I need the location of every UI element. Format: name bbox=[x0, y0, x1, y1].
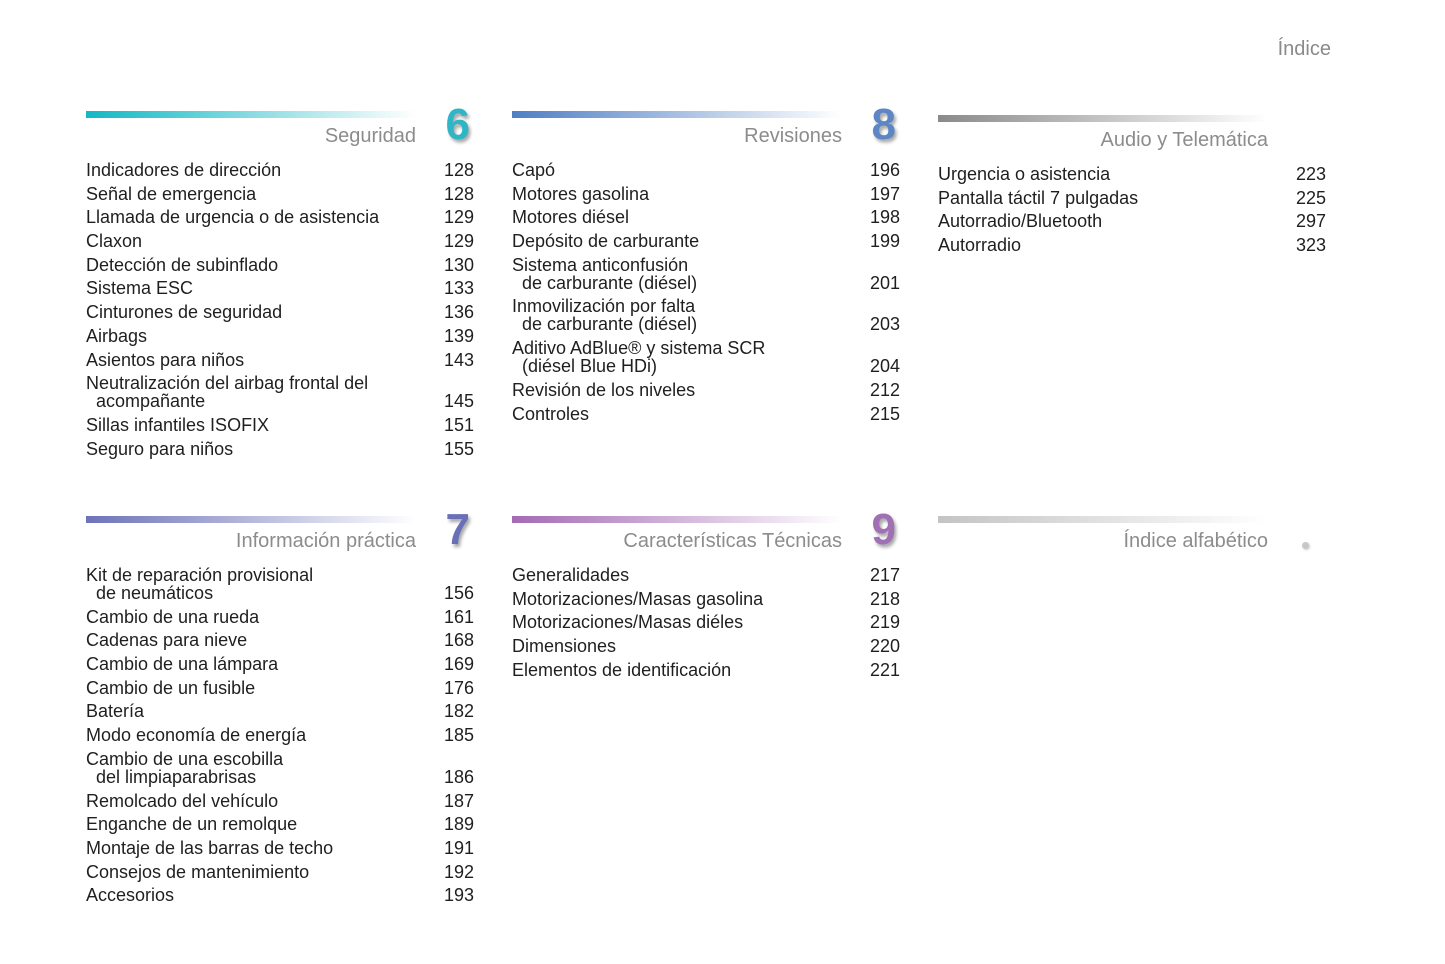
entry-page-number: 323 bbox=[1295, 235, 1326, 256]
entry-label: Elementos de identificación bbox=[512, 659, 732, 680]
entry-label: Depósito de carburante bbox=[512, 231, 700, 252]
entry-label: Consejos de mantenimiento bbox=[86, 861, 310, 882]
entry-label: Cinturones de seguridad bbox=[86, 302, 283, 323]
entry-label: Modo economía de energía bbox=[86, 725, 307, 746]
entry-label: Seguro para niños bbox=[86, 438, 234, 459]
section-title[interactable]: Revisiones bbox=[744, 125, 842, 147]
toc-entry[interactable] bbox=[86, 655, 476, 673]
section-number: 9 bbox=[871, 505, 896, 554]
entry-page-number: 217 bbox=[869, 565, 900, 585]
entry-label: Aditivo AdBlue® y sistema SCR bbox=[512, 338, 766, 359]
entry-page-number: 145 bbox=[443, 391, 474, 412]
toc-entry[interactable] bbox=[86, 208, 476, 226]
entry-page-number: 218 bbox=[869, 588, 900, 609]
entry-page-number: 130 bbox=[443, 254, 474, 275]
toc-entry[interactable] bbox=[86, 886, 476, 904]
toc-entry[interactable] bbox=[86, 185, 476, 203]
entry-label: Llamada de urgencia o de asistencia bbox=[86, 207, 380, 228]
entry-label: Cambio de un fusible bbox=[86, 677, 256, 698]
entry-label: Motorizaciones/Masas diéles bbox=[512, 612, 744, 633]
entry-list bbox=[86, 566, 476, 910]
toc-entry[interactable] bbox=[86, 374, 476, 410]
section-number: 7 bbox=[445, 505, 470, 554]
toc-entry[interactable] bbox=[512, 590, 902, 608]
entry-label: Dimensiones bbox=[512, 636, 617, 657]
toc-entry[interactable] bbox=[86, 863, 476, 881]
entry-label: Inmovilización por falta bbox=[512, 296, 696, 317]
toc-entry[interactable] bbox=[512, 208, 902, 226]
entry-page-number: 204 bbox=[869, 356, 900, 377]
section-number: 6 bbox=[445, 100, 470, 149]
entry-label: Cambio de una escobilla bbox=[86, 748, 284, 769]
entry-list bbox=[512, 161, 902, 428]
section-title[interactable]: Seguridad bbox=[324, 125, 416, 147]
entry-page-number: 182 bbox=[443, 701, 474, 722]
entry-page-number: 128 bbox=[443, 160, 474, 180]
entry-label: Pantalla táctil 7 pulgadas bbox=[938, 187, 1139, 208]
toc-entry[interactable] bbox=[512, 661, 902, 679]
entry-page-number: 151 bbox=[443, 414, 474, 435]
entry-label: Urgencia o asistencia bbox=[938, 164, 1111, 184]
entry-page-number: 189 bbox=[443, 814, 474, 835]
toc-entry[interactable] bbox=[512, 297, 902, 333]
toc-entry[interactable] bbox=[512, 637, 902, 655]
section-number: 8 bbox=[871, 100, 896, 149]
section-color-bar bbox=[86, 111, 416, 118]
toc-entry[interactable] bbox=[512, 339, 902, 375]
entry-label: Revisión de los niveles bbox=[512, 379, 696, 400]
entry-label: Motorizaciones/Masas gasolina bbox=[512, 588, 764, 609]
entry-page-number: 169 bbox=[443, 654, 474, 675]
entry-label: Remolcado del vehículo bbox=[86, 790, 279, 811]
entry-label: Accesorios bbox=[86, 885, 175, 906]
entry-list bbox=[86, 161, 476, 463]
entry-label-continued: del limpiaparabrisas bbox=[96, 766, 257, 787]
entry-label: Sistema anticonfusión bbox=[512, 254, 689, 275]
entry-label: Claxon bbox=[86, 231, 143, 252]
entry-list bbox=[938, 165, 1328, 260]
entry-label: Detección de subinflado bbox=[86, 254, 279, 275]
entry-page-number: 193 bbox=[443, 885, 474, 906]
toc-entry[interactable] bbox=[938, 236, 1328, 254]
entry-label: Batería bbox=[86, 701, 145, 722]
section-color-bar bbox=[938, 115, 1268, 122]
entry-page-number: 199 bbox=[869, 231, 900, 252]
toc-entry[interactable] bbox=[938, 212, 1328, 230]
entry-page-number: 223 bbox=[1295, 164, 1326, 184]
toc-entry[interactable] bbox=[86, 161, 476, 179]
toc-entry[interactable] bbox=[512, 381, 902, 399]
entry-page-number: 155 bbox=[443, 438, 474, 459]
section-color-bar bbox=[512, 516, 842, 523]
toc-entry[interactable] bbox=[512, 566, 902, 584]
toc-entry[interactable] bbox=[86, 351, 476, 369]
section-title[interactable]: Audio y Telemática bbox=[1100, 129, 1268, 151]
toc-entry[interactable] bbox=[86, 566, 476, 602]
entry-label-continued: de carburante (diésel) bbox=[522, 314, 698, 335]
toc-entry[interactable] bbox=[86, 232, 476, 250]
toc-entry[interactable] bbox=[512, 185, 902, 203]
entry-page-number: 221 bbox=[869, 659, 900, 680]
entry-label: Cambio de una rueda bbox=[86, 606, 260, 627]
toc-entry[interactable] bbox=[86, 815, 476, 833]
entry-page-number: 197 bbox=[869, 183, 900, 204]
toc-entry[interactable] bbox=[512, 161, 902, 179]
entry-page-number: 156 bbox=[443, 583, 474, 603]
section-color-bar bbox=[512, 111, 842, 118]
entry-page-number: 198 bbox=[869, 207, 900, 228]
toc-entry[interactable] bbox=[86, 792, 476, 810]
entry-label: Autorradio bbox=[938, 235, 1022, 256]
toc-entry[interactable] bbox=[512, 256, 902, 292]
toc-entry[interactable] bbox=[512, 405, 902, 423]
entry-label: Controles bbox=[512, 403, 590, 424]
entry-page-number: 225 bbox=[1295, 187, 1326, 208]
entry-label: Sistema ESC bbox=[86, 278, 194, 299]
toc-entry[interactable] bbox=[86, 679, 476, 697]
entry-label-continued: de neumáticos bbox=[96, 583, 214, 603]
toc-entry[interactable] bbox=[86, 440, 476, 458]
entry-page-number: 136 bbox=[443, 302, 474, 323]
entry-label: Montaje de las barras de techo bbox=[86, 837, 334, 858]
page-header-title: Índice bbox=[1277, 38, 1331, 60]
toc-entry[interactable] bbox=[86, 608, 476, 626]
toc-entry[interactable] bbox=[938, 189, 1328, 207]
entry-label-continued: acompañante bbox=[96, 391, 206, 412]
entry-label-continued: (diésel Blue HDi) bbox=[522, 356, 658, 377]
entry-label: Neutralización del airbag frontal del bbox=[86, 373, 369, 394]
entry-page-number: 201 bbox=[869, 272, 900, 293]
entry-page-number: 168 bbox=[443, 630, 474, 651]
entry-page-number: 212 bbox=[869, 379, 900, 400]
entry-page-number: 186 bbox=[443, 766, 474, 787]
entry-label: Motores gasolina bbox=[512, 183, 650, 204]
entry-page-number: 185 bbox=[443, 725, 474, 746]
entry-page-number: 143 bbox=[443, 349, 474, 370]
entry-label: Kit de reparación provisional bbox=[86, 565, 314, 585]
entry-page-number: 187 bbox=[443, 790, 474, 811]
toc-entry[interactable] bbox=[86, 327, 476, 345]
entry-page-number: 129 bbox=[443, 231, 474, 252]
entry-label: Cadenas para nieve bbox=[86, 630, 248, 651]
toc-entry[interactable] bbox=[938, 165, 1328, 183]
entry-label: Asientos para niños bbox=[86, 349, 245, 370]
entry-page-number: 161 bbox=[443, 606, 474, 627]
entry-label: Señal de emergencia bbox=[86, 183, 257, 204]
entry-label: Sillas infantiles ISOFIX bbox=[86, 414, 270, 435]
toc-entry[interactable] bbox=[86, 416, 476, 434]
toc-entry[interactable] bbox=[86, 839, 476, 857]
entry-page-number: 196 bbox=[869, 160, 900, 180]
toc-entry[interactable] bbox=[512, 613, 902, 631]
toc-entry[interactable] bbox=[86, 303, 476, 321]
toc-entry[interactable] bbox=[86, 726, 476, 744]
entry-page-number: 219 bbox=[869, 612, 900, 633]
entry-label: Enganche de un remolque bbox=[86, 814, 298, 835]
entry-page-number: 139 bbox=[443, 325, 474, 346]
entry-label-continued: de carburante (diésel) bbox=[522, 272, 698, 293]
toc-entry[interactable] bbox=[86, 631, 476, 649]
entry-list bbox=[512, 566, 902, 684]
toc-entry[interactable] bbox=[86, 256, 476, 274]
decorative-dot bbox=[1302, 542, 1309, 549]
section-color-bar bbox=[938, 516, 1268, 523]
entry-label: Indicadores de dirección bbox=[86, 160, 282, 180]
entry-label: Airbags bbox=[86, 325, 148, 346]
section-color-bar bbox=[86, 516, 416, 523]
entry-label: Motores diésel bbox=[512, 207, 630, 228]
section-title[interactable]: Índice alfabético bbox=[1123, 530, 1268, 552]
entry-label: Generalidades bbox=[512, 565, 630, 585]
toc-entry[interactable] bbox=[512, 232, 902, 250]
entry-page-number: 203 bbox=[869, 314, 900, 335]
entry-page-number: 176 bbox=[443, 677, 474, 698]
entry-page-number: 297 bbox=[1295, 211, 1326, 232]
entry-page-number: 133 bbox=[443, 278, 474, 299]
entry-page-number: 128 bbox=[443, 183, 474, 204]
section-title[interactable]: Información práctica bbox=[235, 530, 416, 552]
entry-page-number: 215 bbox=[869, 403, 900, 424]
entry-page-number: 192 bbox=[443, 861, 474, 882]
entry-page-number: 129 bbox=[443, 207, 474, 228]
toc-entry[interactable] bbox=[86, 702, 476, 720]
entry-label: Autorradio/Bluetooth bbox=[938, 211, 1103, 232]
entry-label: Capó bbox=[512, 160, 556, 180]
entry-page-number: 191 bbox=[443, 837, 474, 858]
toc-entry[interactable] bbox=[86, 279, 476, 297]
toc-entry[interactable] bbox=[86, 750, 476, 786]
entry-label: Cambio de una lámpara bbox=[86, 654, 279, 675]
section-title[interactable]: Características Técnicas bbox=[623, 530, 842, 552]
entry-page-number: 220 bbox=[869, 636, 900, 657]
